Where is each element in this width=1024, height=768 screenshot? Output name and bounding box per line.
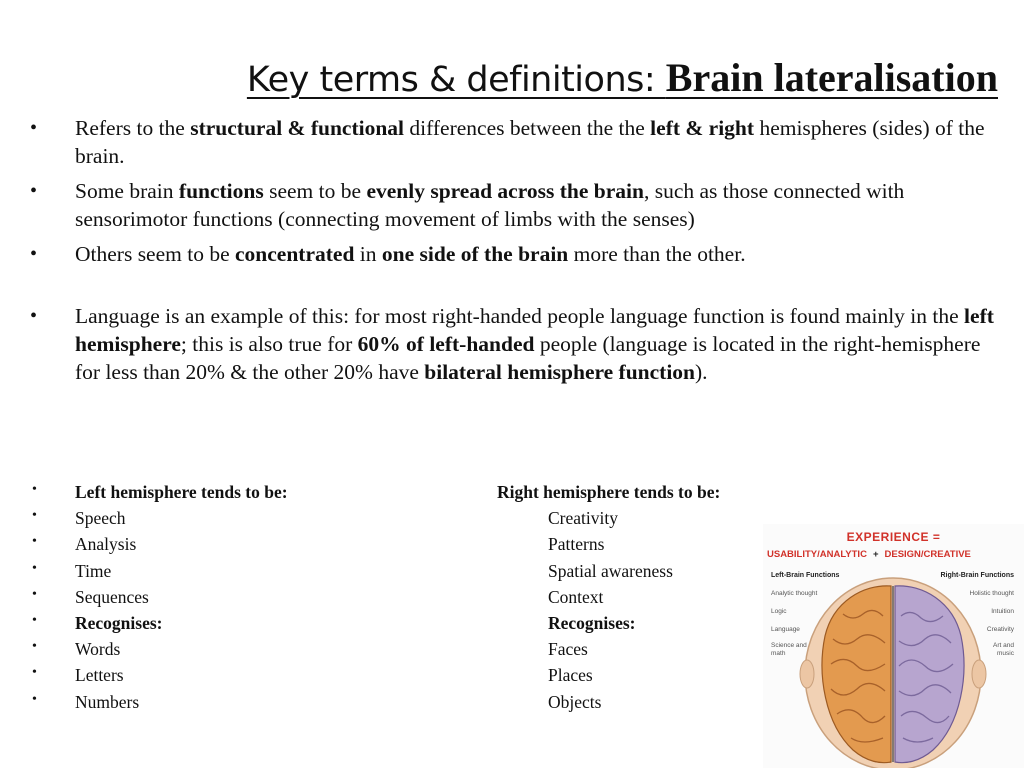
list-row [0, 692, 760, 718]
bullet-item [0, 302, 1000, 386]
right-brain-item: Holistic thought [969, 590, 1014, 597]
left-item: Analysis [75, 534, 137, 555]
right-recognises-label: Recognises: [548, 612, 636, 633]
bullet-text: hemispheres (sides) of the brain. [75, 116, 985, 168]
left-recognises-item: Numbers [75, 691, 140, 712]
list-row [0, 508, 760, 534]
left-item: Sequences [75, 586, 149, 607]
bullet-text: seem to be [263, 179, 367, 203]
bullet-item [0, 114, 1000, 170]
slide-title [247, 54, 998, 101]
bullet-marker: • [32, 586, 37, 602]
left-brain-item: Science and math [771, 642, 807, 657]
right-item: Spatial awareness [548, 560, 673, 581]
bullet-text-bold: 60% of left-handed [357, 332, 535, 356]
left-recognises-label: Recognises: [75, 612, 163, 633]
bullet-marker: • [32, 560, 37, 576]
list-row [0, 613, 760, 639]
left-brain-title: Left-Brain Functions [771, 572, 840, 579]
bullet-marker: • [32, 612, 37, 628]
bullet-text: , such as those connected with sensorimotor functions (connecting movement of limbs with the senses) [75, 179, 905, 231]
bullet-text: ). [695, 360, 708, 384]
right-recognises-item: Places [548, 665, 593, 686]
bullet-item [0, 177, 1000, 233]
right-brain-item: Art and music [993, 642, 1014, 657]
bullet-text-bold: concentrated [235, 242, 355, 266]
left-heading: Left hemisphere tends to be: [75, 482, 288, 502]
bullet-marker: • [32, 534, 37, 550]
bullet-text-bold: bilateral hemisphere function [424, 360, 696, 384]
left-ear [800, 660, 814, 688]
left-item: Time [75, 560, 112, 581]
title-emphasis: Brain lateralisation [665, 55, 998, 100]
bullet-marker: • [30, 180, 38, 202]
brain-figure [763, 524, 1024, 768]
left-item: Speech [75, 508, 126, 529]
left-brain-item: Logic [771, 608, 787, 615]
bullet-text-bold: evenly spread across the brain [366, 179, 644, 203]
bullet-text: in [354, 242, 382, 266]
left-recognises-item: Letters [75, 665, 124, 686]
bullet-text: Language is an example of this: for most right-handed people language function is found mainly in the [75, 304, 965, 328]
bullet-item [0, 240, 1000, 268]
bullet-text-bold: one side of the brain [381, 242, 569, 266]
title-prefix: Key terms & definitions: [246, 60, 666, 100]
bullet-marker: • [32, 482, 37, 497]
bullet-marker: • [32, 639, 37, 655]
right-brain-title: Right-Brain Functions [940, 572, 1014, 579]
figure-plus: + [872, 549, 879, 560]
bullet-text-bold: functions [178, 179, 264, 203]
right-recognises-item: Objects [548, 691, 602, 712]
left-brain-item: Analytic thought [771, 590, 818, 597]
bullet-text-bold: structural & functional [190, 116, 405, 140]
bullet-marker: • [30, 305, 38, 327]
bullet-text-bold: left & right [650, 116, 755, 140]
figure-right-label: DESIGN/CREATIVE [884, 549, 971, 560]
list-row [0, 534, 760, 560]
hemisphere-lists [0, 482, 760, 718]
left-brain-item: Language [771, 626, 800, 633]
right-recognises-item: Faces [548, 639, 588, 660]
list-row [0, 639, 760, 665]
bullet-text-bold: left hemisphere [75, 304, 994, 356]
bullet-marker: • [32, 508, 37, 524]
bullet-marker: • [32, 691, 37, 707]
right-item: Context [548, 586, 604, 607]
right-item: Creativity [548, 508, 618, 529]
figure-heading: EXPERIENCE = [846, 530, 941, 544]
figure-left-label: USABILITY/ANALYTIC [767, 549, 867, 560]
right-item: Patterns [548, 534, 605, 555]
bullet-text: Refers to the [75, 116, 191, 140]
bullet-text: people (language is located in the right-hemisphere for less than 20% & the other 20% have [75, 332, 981, 384]
right-brain-item: Creativity [986, 626, 1014, 633]
left-recognises-item: Words [75, 639, 121, 660]
bullet-marker: • [30, 243, 38, 265]
bullet-list [0, 114, 1000, 393]
bullet-text: ; this is also true for [180, 332, 358, 356]
right-heading: Right hemisphere tends to be: [497, 482, 721, 502]
bullet-text: Some brain [75, 179, 179, 203]
list-row [0, 561, 760, 587]
bullet-marker: • [30, 117, 38, 139]
right-brain-item: Intuition [991, 608, 1014, 615]
list-row [0, 665, 760, 691]
bullet-text: differences between the the [404, 116, 651, 140]
bullet-marker: • [32, 665, 37, 681]
bullet-text: Others seem to be [75, 242, 236, 266]
list-row [0, 482, 760, 508]
right-ear [972, 660, 986, 688]
bullet-text: more than the other. [568, 242, 746, 266]
list-row [0, 587, 760, 613]
